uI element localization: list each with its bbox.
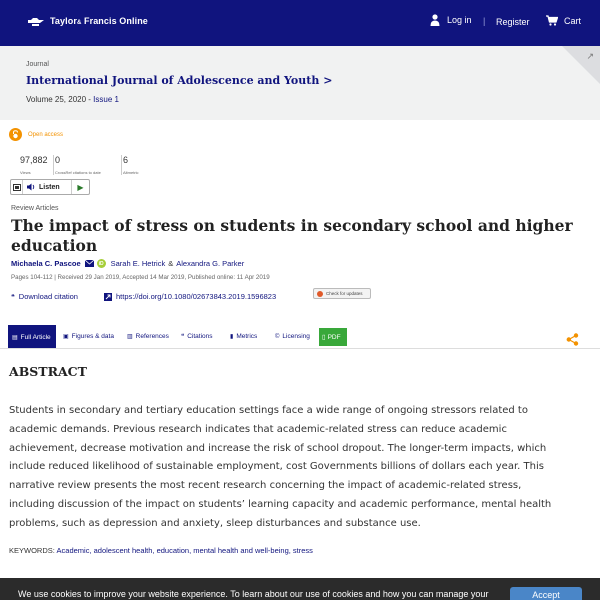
login-link[interactable] — [430, 14, 472, 26]
volume-text: Volume 25, 2020 - — [26, 95, 94, 104]
cart-icon — [546, 15, 558, 26]
tab-label: Licensing — [282, 333, 310, 340]
crossref-count: 0 — [55, 155, 61, 165]
brand-name — [50, 16, 148, 26]
doi-link[interactable] — [104, 292, 276, 301]
header-separator: | — [483, 16, 486, 26]
open-access-badge — [9, 128, 63, 141]
journal-title: International Journal of Adolescence and Youth — [26, 74, 320, 87]
tab-label: Figures & data — [71, 333, 114, 340]
tab-licensing[interactable] — [275, 333, 310, 340]
crossref-label: CrossRef citations to date — [55, 170, 101, 175]
tabs-divider — [0, 348, 600, 349]
register-link[interactable]: Register — [496, 17, 530, 27]
lamp-logo-icon — [26, 15, 46, 27]
pdf-download-button[interactable] — [319, 328, 347, 346]
accept-cookies-button[interactable] — [510, 587, 582, 600]
brand-part: Taylor — [50, 16, 77, 26]
abstract-text: Students in secondary and tertiary education settings face a wide range of ongoing stressors related to academic demands. Previous research indicates that academic-related stress can reduce academic achievement, decrease motivation and increase the risk of school dropout. The longer-term impacts, which include reduced likelihood of sustainable employment, cost Governments billions of dollars each year. This narrative review presents the most recent research concerning the impact of academic-related stress, including discussion of the impact on students’ learning capacity and academic performance, mental health problems, such as depression and anxiety, sleep disturbances and substance use. — [9, 405, 552, 529]
article-title: The impact of stress on students in secondary school and higher education — [11, 216, 573, 255]
mail-icon[interactable] — [85, 260, 94, 267]
issue-link[interactable]: Issue 1 — [93, 95, 119, 104]
arrow-up-right-icon: ↗ — [586, 51, 594, 61]
keyword-links[interactable]: Academic, adolescent health, education, mental health and well-being, stress — [56, 546, 313, 555]
chevron-right-icon: > — [323, 74, 333, 87]
play-icon[interactable]: ▶ — [71, 180, 89, 194]
quote-icon: ❝ — [11, 293, 15, 301]
corner-toggle[interactable] — [562, 46, 600, 84]
site-header — [0, 0, 600, 46]
tab-label: Metrics — [236, 333, 258, 340]
tab-metrics[interactable] — [230, 333, 257, 340]
pdf-label: PDF — [327, 333, 341, 341]
login-label: Log in — [447, 15, 472, 25]
brand-amp: & — [76, 20, 82, 26]
download-citation-label: Download citation — [18, 292, 78, 301]
cookie-message: We use cookies to improve your website experience. To learn about our use of cookies and how you can manage your — [18, 589, 489, 599]
cookie-banner — [0, 578, 600, 600]
pdf-icon: ▯ — [322, 334, 326, 341]
views-count: 97,882 — [20, 155, 48, 165]
brand-part-rest: Francis Online — [81, 16, 148, 26]
download-citation-link[interactable] — [11, 292, 78, 301]
tab-figures-data[interactable] — [63, 333, 114, 340]
keywords — [9, 546, 313, 555]
readspeaker-icon — [11, 180, 23, 194]
accept-label: Accept — [532, 590, 560, 600]
author-link[interactable]: Michaela C. Pascoe — [11, 259, 81, 268]
listen-player[interactable] — [10, 179, 90, 195]
tab-references[interactable] — [127, 333, 169, 340]
altmetric-count[interactable]: 6 — [123, 155, 129, 165]
publication-dates: Pages 104-112 | Received 29 Jan 2019, Accepted 14 Mar 2019, Published online: 11 Apr 2019 — [11, 274, 270, 281]
site-logo[interactable] — [26, 15, 148, 27]
journal-banner — [0, 46, 600, 120]
open-access-label: Open access — [28, 131, 64, 138]
metric-divider — [53, 155, 54, 175]
journal-title-link[interactable] — [26, 74, 332, 87]
open-access-icon — [9, 128, 22, 141]
tab-label: References — [135, 333, 169, 340]
article-type: Review Articles — [11, 205, 59, 212]
keywords-label: KEYWORDS: — [9, 546, 57, 555]
listen-label: Listen — [39, 183, 60, 191]
listen-button[interactable] — [23, 183, 71, 191]
bar-chart-icon: ▮ — [230, 334, 234, 340]
tab-label: Citations — [187, 333, 213, 340]
share-icon — [566, 333, 579, 346]
cart-label: Cart — [564, 15, 582, 26]
tab-label: Full Article — [20, 333, 51, 341]
check-updates-label: Check for updates — [326, 291, 363, 296]
orcid-icon[interactable] — [97, 259, 106, 268]
link-icon — [104, 293, 112, 301]
cart-link[interactable] — [546, 15, 581, 26]
image-icon: ▣ — [63, 334, 69, 340]
journal-volume — [26, 95, 119, 104]
author-separator: & — [168, 259, 174, 268]
author-list — [11, 259, 244, 268]
books-icon: ▥ — [127, 334, 133, 340]
tab-citations[interactable] — [181, 333, 213, 340]
author-link[interactable]: Alexandra G. Parker — [176, 259, 245, 268]
copyright-icon: © — [275, 333, 280, 340]
altmetric-label: Altmetric — [123, 170, 139, 175]
orcid-label: iD — [98, 260, 104, 267]
tab-full-article[interactable] — [8, 325, 56, 349]
document-icon: ▤ — [12, 334, 18, 341]
metric-divider — [121, 155, 122, 175]
abstract-heading: ABSTRACT — [9, 364, 87, 379]
check-for-updates-button[interactable] — [313, 288, 371, 299]
doi-label: https://doi.org/10.1080/02673843.2019.1596823 — [116, 292, 277, 301]
author-link[interactable]: Sarah E. Hetrick — [110, 259, 166, 268]
user-icon — [430, 14, 440, 26]
speaker-icon — [27, 183, 36, 191]
journal-label: Journal — [26, 61, 49, 68]
views-label: Views — [20, 170, 31, 175]
crossmark-icon — [317, 291, 323, 297]
quote-icon: ❝ — [181, 334, 185, 340]
